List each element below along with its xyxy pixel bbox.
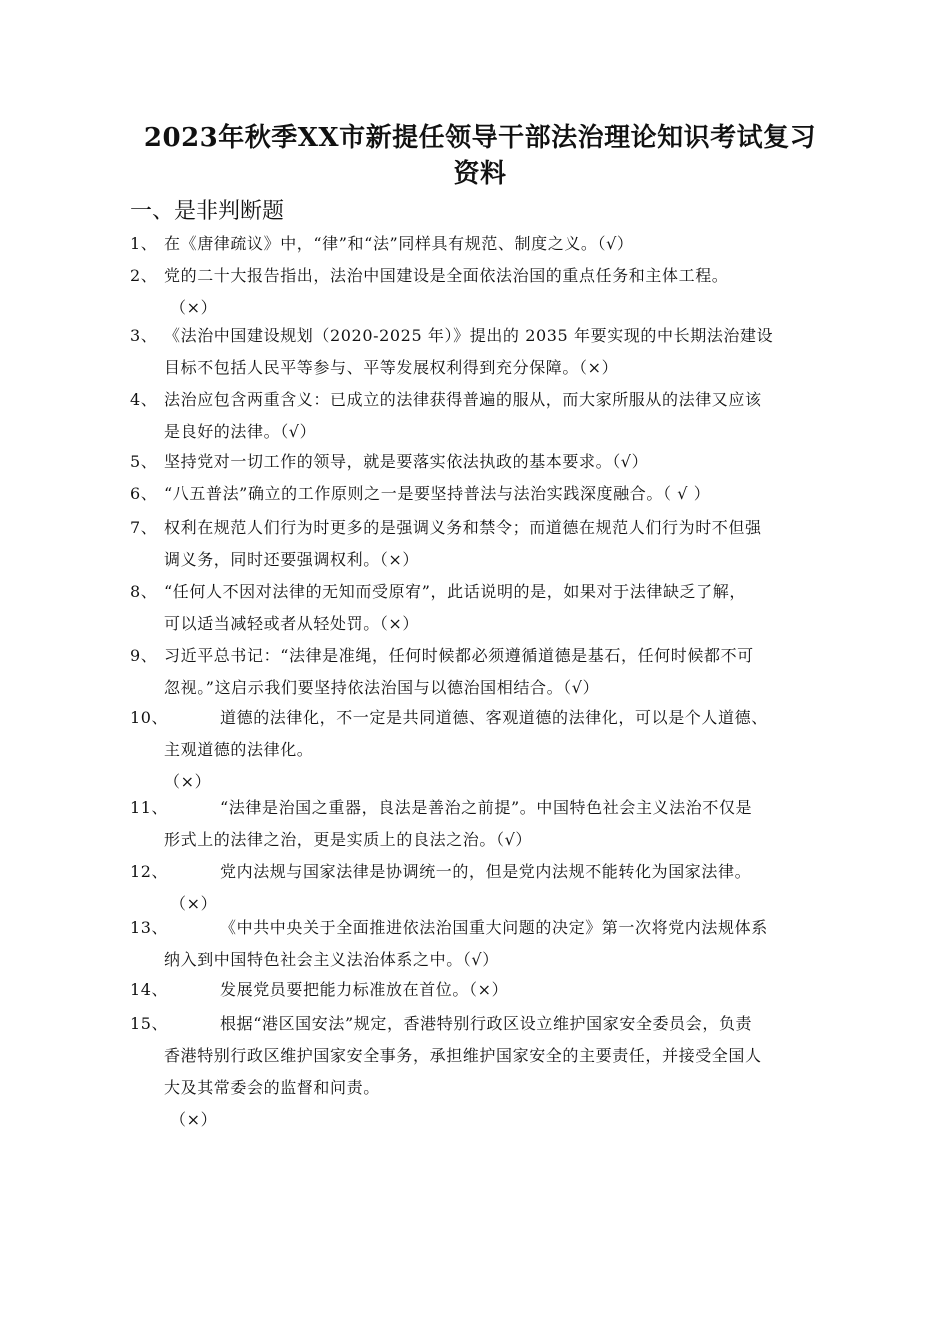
question-text-cont: 主观道德的法律化。 <box>164 740 314 759</box>
question-item <box>130 856 852 920</box>
question-item <box>130 446 852 478</box>
question-text-cont: 纳入到中国特色社会主义法治体系之中。（√） <box>164 950 499 969</box>
question-text-cont: 调义务，同时还要强调权利。（×） <box>164 550 420 569</box>
question-number: 15、 <box>130 1014 169 1033</box>
question-text: 习近平总书记：“法律是准绳，任何时候都必须遵循道德是基石，任何时候都不可 <box>164 646 754 665</box>
question-number: 5、 <box>130 452 158 471</box>
question-item <box>130 384 852 448</box>
question-number: 4、 <box>130 390 158 409</box>
question-answer: （×） <box>170 894 218 913</box>
question-text: 道德的法律化，不一定是共同道德、客观道德的法律化，可以是个人道德、 <box>220 708 768 727</box>
question-text-cont: 可以适当减轻或者从轻处罚。（×） <box>164 614 420 633</box>
question-text: “八五普法”确立的工作原则之一是要坚持普法与法治实践深度融合。（ √ ） <box>164 484 711 503</box>
question-text: 《中共中央关于全面推进依法治国重大问题的决定》第一次将党内法规体系 <box>220 918 768 937</box>
question-text-cont: 形式上的法律之治，更是实质上的良法之治。（√） <box>164 830 532 849</box>
question-item <box>130 912 852 976</box>
question-number: 1、 <box>130 234 158 253</box>
question-number: 10、 <box>130 708 169 727</box>
question-number: 11、 <box>130 798 169 817</box>
question-text: 《法治中国建设规划（2020-2025 年）》提出的 2035 年要实现的中长期法治建设 <box>164 326 774 345</box>
title-line-2: 资料 <box>453 159 507 189</box>
question-number: 14、 <box>130 980 169 999</box>
question-answer: （×） <box>164 772 212 791</box>
question-item <box>130 1008 852 1136</box>
question-number: 13、 <box>130 918 169 937</box>
question-item <box>130 260 852 324</box>
question-text-cont: 大及其常委会的监督和问责。 <box>164 1078 380 1097</box>
question-item <box>130 478 852 510</box>
question-answer: （×） <box>170 1110 218 1129</box>
question-text-cont: 目标不包括人民平等参与、平等发展权利得到充分保障。（×） <box>164 358 619 377</box>
question-text: 发展党员要把能力标准放在首位。（×） <box>220 980 509 999</box>
question-item <box>130 512 852 576</box>
question-text: 法治应包含两重含义：已成立的法律获得普遍的服从，而大家所服从的法律又应该 <box>164 390 762 409</box>
question-number: 6、 <box>130 484 158 503</box>
question-item <box>130 974 852 1006</box>
question-number: 2、 <box>130 266 158 285</box>
question-number: 12、 <box>130 862 169 881</box>
question-item <box>130 792 852 856</box>
question-text-cont: 香港特别行政区维护国家安全事务，承担维护国家安全的主要责任，并接受全国人 <box>164 1046 762 1065</box>
question-text-cont: 忽视。”这启示我们要坚持依法治国与以德治国相结合。（√） <box>164 678 600 697</box>
question-item <box>130 320 852 384</box>
section-heading: 一、是非判断题 <box>130 199 285 224</box>
title-line-1: 2023年秋季XX市新提任领导干部法治理论知识考试复习 <box>143 123 817 153</box>
question-text: 权利在规范人们行为时更多的是强调义务和禁令；而道德在规范人们行为时不但强 <box>164 518 762 537</box>
question-text: 党的二十大报告指出，法治中国建设是全面依法治国的重点任务和主体工程。 <box>164 266 729 285</box>
question-number: 7、 <box>130 518 158 537</box>
question-text: 根据“港区国安法”规定，香港特别行政区设立维护国家安全委员会，负责 <box>220 1014 753 1033</box>
document-title <box>120 120 840 192</box>
question-text: 坚持党对一切工作的领导，就是要落实依法执政的基本要求。（√） <box>164 452 649 471</box>
question-answer: （×） <box>170 298 218 317</box>
question-text: 在《唐律疏议》中，“律”和“法”同样具有规范、制度之义。（√） <box>164 234 634 253</box>
question-text: 党内法规与国家法律是协调统一的，但是党内法规不能转化为国家法律。 <box>220 862 752 881</box>
question-item <box>130 640 852 704</box>
question-item <box>130 702 852 798</box>
question-item <box>130 228 852 260</box>
question-item <box>130 576 852 640</box>
question-number: 8、 <box>130 582 158 601</box>
question-number: 3、 <box>130 326 158 345</box>
question-text: “任何人不因对法律的无知而受原宥”，此话说明的是，如果对于法律缺乏了解， <box>164 582 746 601</box>
question-text-cont: 是良好的法律。（√） <box>164 422 317 441</box>
question-text: “法律是治国之重器，良法是善治之前提”。中国特色社会主义法治不仅是 <box>220 798 753 817</box>
question-number: 9、 <box>130 646 158 665</box>
